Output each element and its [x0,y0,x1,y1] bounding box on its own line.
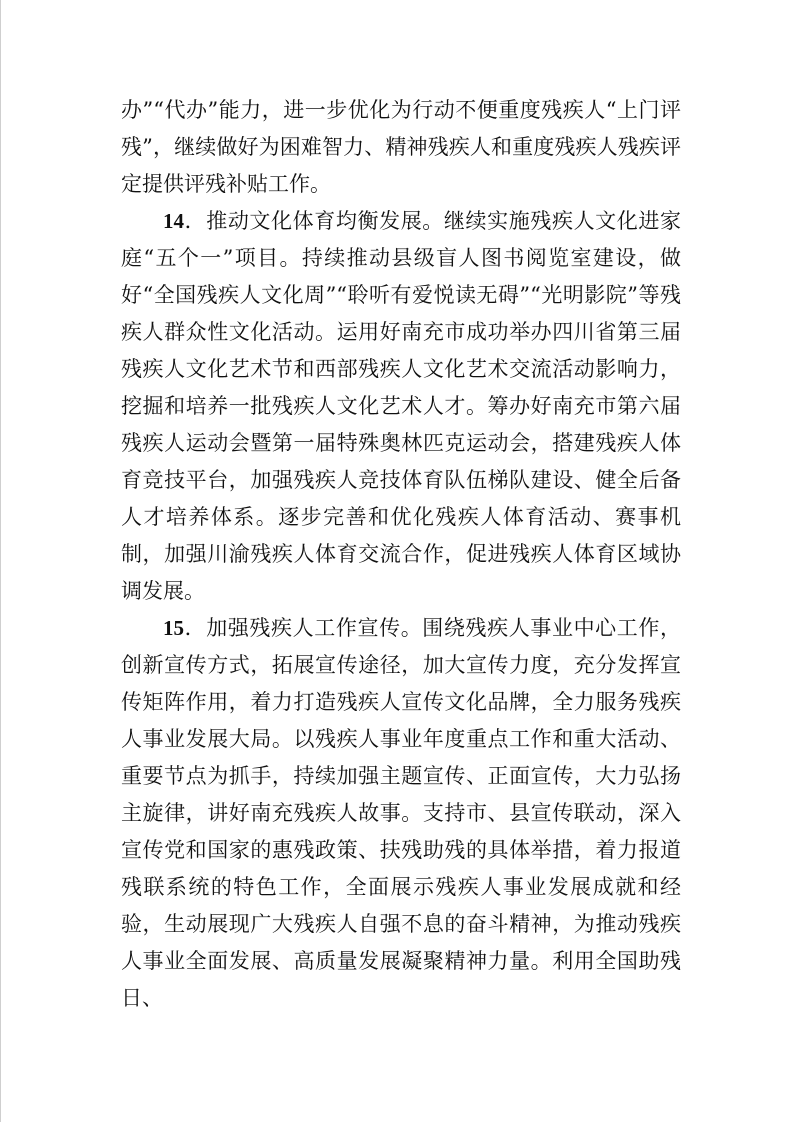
paragraph-continuation [121,92,681,203]
paragraph-text: ．加强残疾人工作宣传。围绕残疾人事业中心工作，创新宣传方式，拓展宣传途径，加大宣传力度，充分发挥宣传矩阵作用，着力打造残疾人宣传文化品牌，全力服务残疾人事业发展大局。以残疾人事业年度重点工作和重大活动、重要节点为抓手，持续加强主题宣传、正面宣传，大力弘扬主旋律，讲好南充残疾人故事。支持市、县宣传联动，深入宣传党和国家的惠残政策、扶残助残的具体举措，着力报道残联系统的特色工作，全面展示残疾人事业发展成就和经验，生动展现广大残疾人自强不息的奋斗精神，为推动残疾人事业全面发展、高质量发展凝聚精神力量。利用全国助残日、 [121,616,681,1010]
paragraph-text: 办”“代办”能力，进一步优化为行动不便重度残疾人“上门评残”，继续做好为困难智力、精神残疾人和重度残疾人残疾评定提供评残补贴工作。 [121,98,681,196]
paragraph-item-15 [121,610,681,1017]
item-number: 14 [163,209,184,233]
body-text [121,92,681,1017]
paragraph-text: ．推动文化体育均衡发展。继续实施残疾人文化进家庭“五个一”项目。持续推动县级盲人图书阅览室建设，做好“全国残疾人文化周”“聆听有爱悦读无碍”“光明影院”等残疾人群众性文化活动。运用好南充市成功举办四川省第三届残疾人文化艺术节和西部残疾人文化艺术交流活动影响力，挖掘和培养一批残疾人文化艺术人才。筹办好南充市第六届残疾人运动会暨第一届特殊奥林匹克运动会，搭建残疾人体育竞技平台，加强残疾人竞技体育队伍梯队建设、健全后备人才培养体系。逐步完善和优化残疾人体育活动、赛事机制，加强川渝残疾人体育交流合作，促进残疾人体育区域协调发展。 [121,209,681,603]
paragraph-item-14 [121,203,681,610]
item-number: 15 [163,616,184,640]
